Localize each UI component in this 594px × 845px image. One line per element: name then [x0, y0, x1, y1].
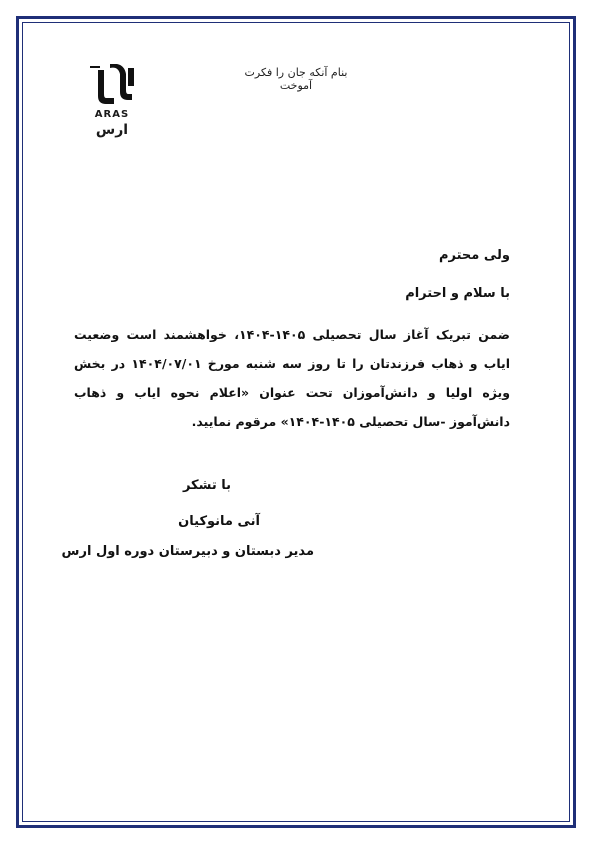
- school-logo: [84, 64, 140, 144]
- invocation-header: بنام آنكه جان را فكرت آموخت: [244, 66, 348, 92]
- salutation: ولی محترم: [439, 248, 510, 263]
- greeting: با سلام و احترام: [405, 286, 510, 301]
- signer-name: آنی مانوکیان: [178, 514, 260, 529]
- logo-latin-text: ARAS: [94, 109, 130, 120]
- signer-title: مدیر دبستان و دبیرستان دوره اول ارس: [61, 544, 314, 559]
- logo-mark-icon: [84, 64, 140, 110]
- closing: با تشکر: [182, 478, 231, 493]
- logo-persian-text: ارس: [95, 122, 129, 138]
- letter-body: ضمن تبریک آغاز سال تحصیلی ۱۴۰۵-۱۴۰۴، خواهشمند است وضعیت ایاب و ذهاب فرزندتان را تا روز سه شنبه مورخ ۱۴۰۴/۰۷/۰۱ در بخش ویژه اولیا و دانش‌آموزان تحت عنوان «اعلام نحوه ایاب و ذهاب دانش‌آموز -سال تحصیلی ۱۴۰۵-۱۴۰۴» مرقوم نمایید.: [74, 327, 510, 429]
